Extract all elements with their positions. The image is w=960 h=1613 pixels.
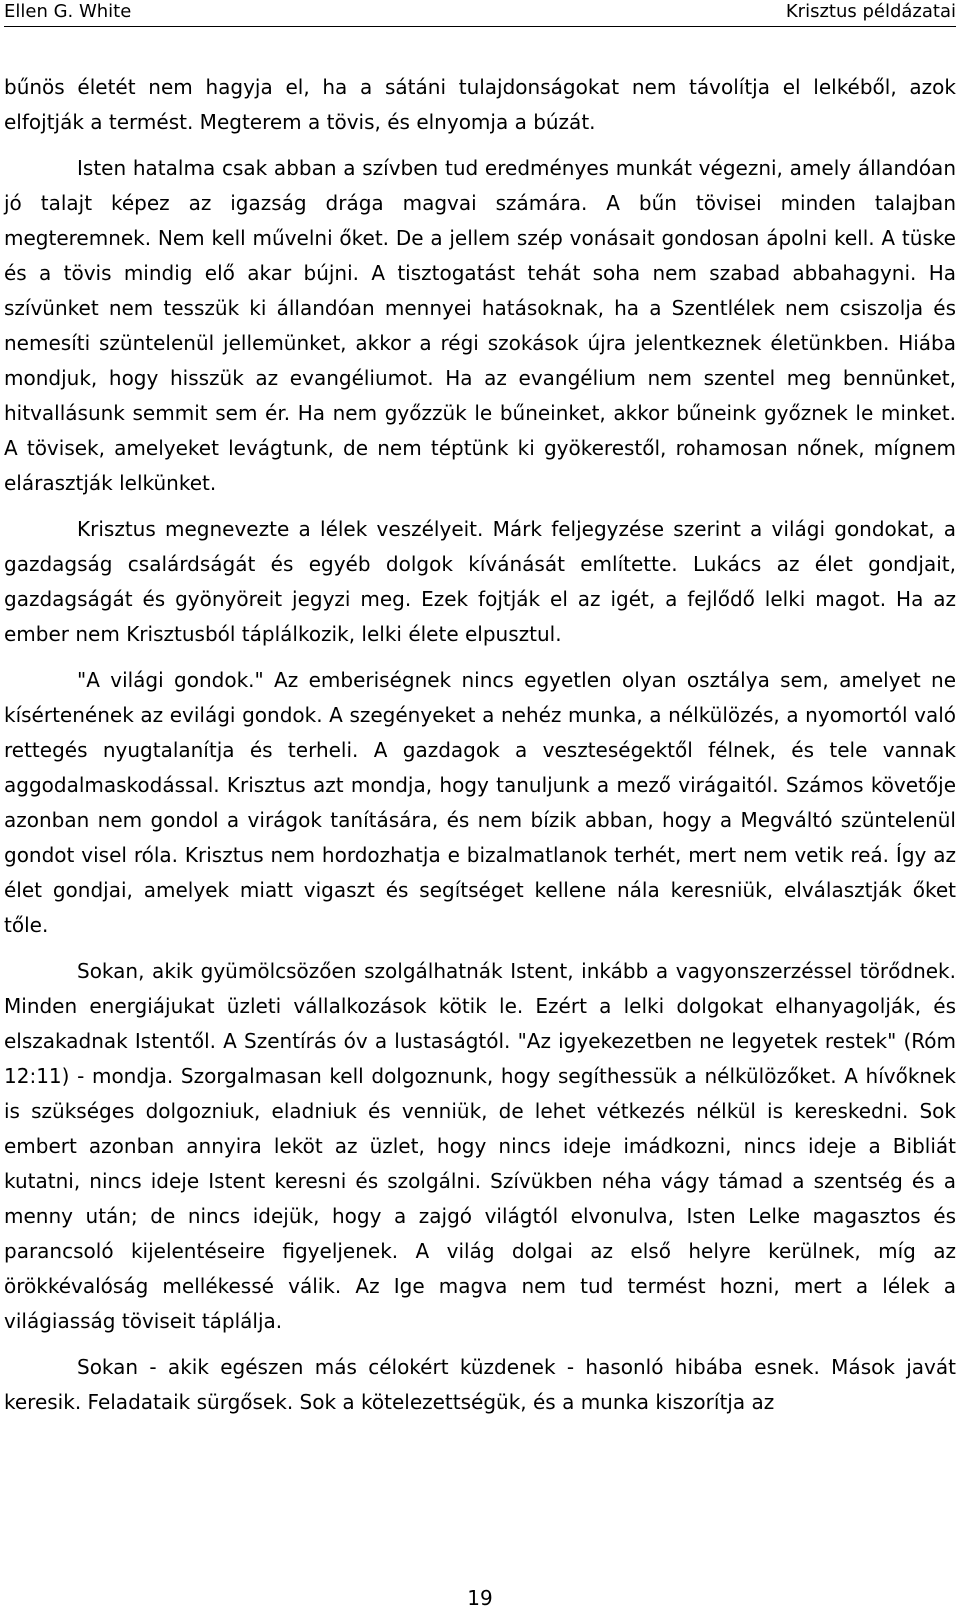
paragraph: Isten hatalma csak abban a szívben tud eredményes munkát végezni, amely állandóan jó talajt képez az igazság drága magvai számára. A bűn tövisei minden talajban megteremnek. Nem kell művelni őket. De a jellem szép vonásait gondosan ápolni kell. A tüske és a tövis mindig elő akar bújni. A tisztogatást tehát soha nem szabad abbahagyni. Ha szívünket nem tesszük ki állandóan mennyei hatásoknak, ha a Szentlélek nem csiszolja és nemesíti szüntelenül jellemünket, akkor a régi szokások újra jelentkeznek életünkben. Hiába mondjuk, hogy hisszük az evangéliumot. Ha az evangélium nem szentel meg bennünket, hitvallásunk semmit sem ér. Ha nem győzzük le bűneinket, akkor bűneink győznek le minket. A tövisek, amelyeket levágtunk, de nem téptünk ki gyökerestől, rohamosan nőnek, mígnem elárasztják lelkünket. [4, 156, 956, 495]
page-body [4, 70, 956, 1431]
paragraph: Sokan - akik egészen más célokért küzdenek - hasonló hibába esnek. Mások javát keresik. Feladataik sürgősek. Sok a kötelezettségük, és a munka kiszorítja az [4, 1355, 956, 1414]
paragraph: "A világi gondok." Az emberiségnek nincs egyetlen olyan osztálya sem, amelyet ne kísértenének az evilági gondok. A szegényeket a nehéz munka, a nélkülözés, a nyomortól való rettegés nyugtalanítja és terheli. A gazdagok a veszteségektől félnek, és tele vannak aggodalmaskodással. Krisztus azt mondja, hogy tanuljunk a mező virágaitól. Számos követője azonban nem gondol a virágok tanítására, és nem bízik abban, hogy a Megváltó szüntelenül gondot visel róla. Krisztus nem hordozhatja e bizalmatlanok terhét, mert nem vetik reá. Így az élet gondjai, amelyek miatt vigaszt és segítséget kellene nála keresniük, elválasztják őket tőle. [4, 668, 956, 937]
paragraph: Sokan, akik gyümölcsözően szolgálhatnák Istent, inkább a vagyonszerzéssel törődnek. Minden energiájukat üzleti vállalkozások kötik le. Ezért a lelki dolgokat elhanyagolják, és elszakadnak Istentől. A Szentírás óv a lustaságtól. "Az igyekezetben ne legyetek restek" (Róm 12:11) - mondja. Szorgalmasan kell dolgoznunk, hogy segíthessük a nélkülözőket. A hívőknek is szükséges dolgozniuk, eladniuk és venniük, de lehet vétkezés nélkül is kereskedni. Sok embert azonban annyira leköt az üzlet, hogy nincs ideje imádkozni, nincs ideje a Bibliát kutatni, nincs ideje Istent keresni és szolgálni. Szívükben néha vágy támad a szentség és a menny után; de nincs idejük, hogy a zajgó világtól elvonulva, Isten Lelke magasztos és parancsoló kijelentéseire figyeljenek. A világ dolgai az első helyre kerülnek, míg az örökkévalóság mellékessé válik. Az Ige magva nem tud termést hozni, mert a lélek a világiasság töviseit táplálja. [4, 959, 956, 1333]
page-footer [0, 1585, 960, 1611]
page-number: 19 [467, 1586, 493, 1610]
paragraph: bűnös életét nem hagyja el, ha a sátáni tulajdonságokat nem távolítja el lelkéből, azok elfojtják a termést. Megterem a tövis, és elnyomja a búzát. [4, 75, 956, 134]
paragraph: Krisztus megnevezte a lélek veszélyeit. Márk feljegyzése szerint a világi gondokat, a gazdagság csalárdságát és egyéb dolgok kívánását említette. Lukács az élet gondjait, gazdagságát és gyönyöreit jegyzi meg. Ezek fojtják el az igét, a fejlődő lelki magot. Ha az ember nem Krisztusból táplálkozik, lelki élete elpusztul. [4, 517, 956, 646]
header-book-title: Krisztus példázatai [785, 1, 956, 22]
page-header [4, 0, 956, 27]
header-author: Ellen G. White [4, 1, 132, 22]
